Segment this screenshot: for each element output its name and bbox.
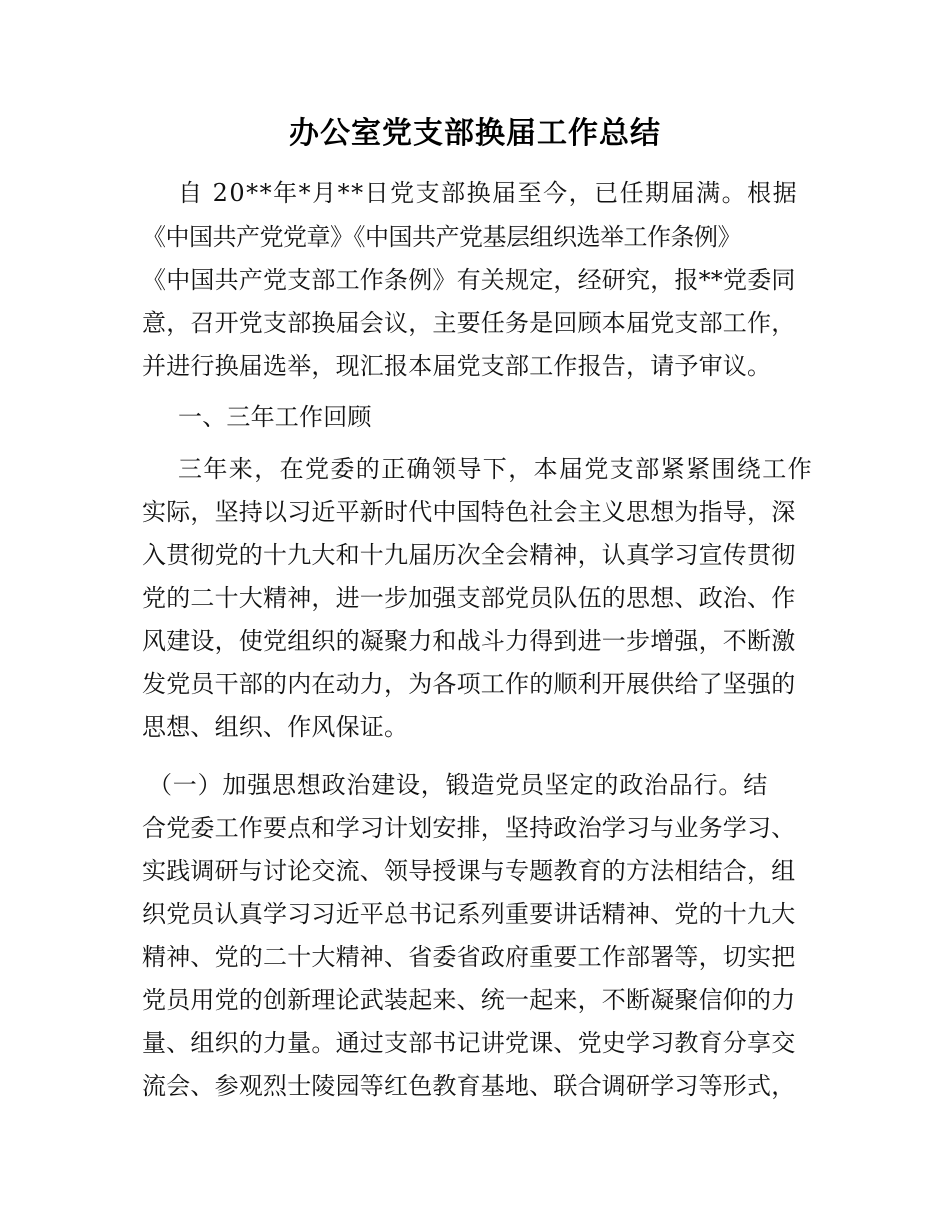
paragraph-line: 风建设，使党组织的凝聚力和战斗力得到进一步增强，不断激	[142, 627, 796, 655]
section-heading: 一、三年工作回顾	[178, 403, 372, 431]
paragraph-line: 量、组织的力量。通过支部书记讲党课、党史学习教育分享交	[142, 1029, 796, 1057]
paragraph-line: 精神、党的二十大精神、省委省政府重要工作部署等，切实把	[142, 943, 796, 971]
paragraph-line: 党的二十大精神，进一步加强支部党员队伍的思想、政治、作	[142, 584, 796, 612]
paragraph-line: 织党员认真学习习近平总书记系列重要讲话精神、党的十九大	[142, 900, 796, 928]
paragraph-line: 入贯彻党的十九大和十九届历次全会精神，认真学习宣传贯彻	[142, 541, 796, 569]
paragraph-line: 实践调研与讨论交流、领导授课与专题教育的方法相结合，组	[142, 857, 796, 885]
paragraph-line: 党员用党的创新理论武装起来、统一起来，不断凝聚信仰的力	[142, 986, 796, 1014]
paragraph-line: 自 20**年*月**日党支部换届至今，已任期届满。根据	[178, 179, 799, 207]
paragraph-line: 合党委工作要点和学习计划安排，坚持政治学习与业务学习、	[142, 814, 796, 842]
paragraph-line: 实际，坚持以习近平新时代中国特色社会主义思想为指导，深	[142, 498, 796, 526]
document-title: 办公室党支部换届工作总结	[289, 116, 661, 151]
paragraph-line: 意，召开党支部换届会议，主要任务是回顾本届党支部工作，	[142, 309, 796, 337]
paragraph-line: 三年来，在党委的正确领导下，本届党支部紧紧围绕工作	[178, 455, 813, 483]
paragraph-line: 思想、组织、作风保证。	[142, 713, 409, 741]
paragraph-line: （一）加强思想政治建设，锻造党员坚定的政治品行。结	[148, 771, 768, 799]
paragraph-line: 《中国共产党党章》《中国共产党基层组织选举工作条例》	[142, 223, 741, 251]
paragraph-line: 并进行换届选举，现汇报本届党支部工作报告，请予审议。	[142, 352, 772, 380]
paragraph-line: 发党员干部的内在动力，为各项工作的顺利开展供给了坚强的	[142, 670, 796, 698]
paragraph-line: 流会、参观烈士陵园等红色教育基地、联合调研学习等形式，	[142, 1072, 796, 1100]
paragraph-line: 《中国共产党支部工作条例》有关规定，经研究，报**党委同	[142, 266, 796, 294]
